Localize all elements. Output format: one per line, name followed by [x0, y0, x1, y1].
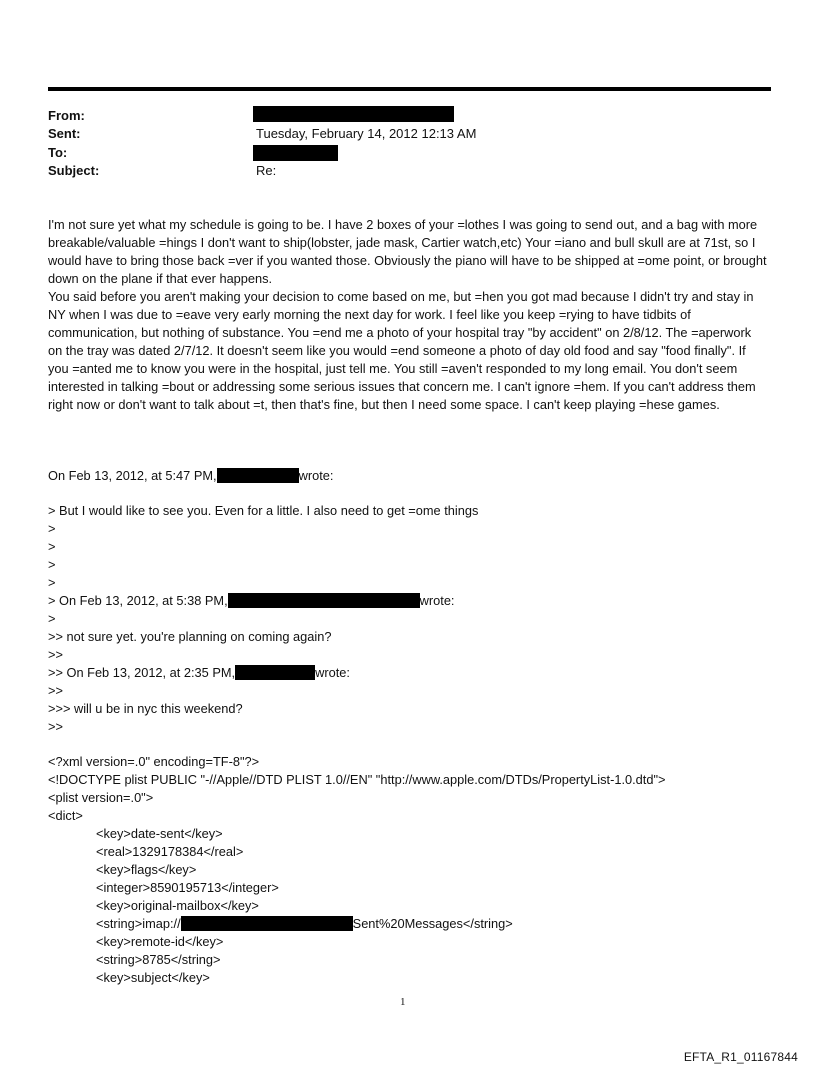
- body-paragraph-1: I'm not sure yet what my schedule is going to be. I have 2 boxes of your =lothes I was going to send out, and a bag with more breakable/valuable =hings I don't want to ship(lobster, jade mask, Cartier watch,etc) Your =iano and bull skull are at 71st, so I would have to bring those back =ver if you wanted those. Obviously the piano will have to be shipped at =ome point, or brought down on the plane if that ever happens.: [48, 217, 767, 286]
- xml-line: <key>subject</key>: [96, 970, 210, 985]
- quote-marker: >>: [48, 683, 63, 698]
- quote-marker: >: [48, 557, 56, 572]
- quote-marker: >>: [48, 719, 63, 734]
- xml-line: <!DOCTYPE plist PUBLIC "-//Apple//DTD PLIST 1.0//EN" "http://www.apple.com/DTDs/PropertyList-1.0.dtd">: [48, 772, 666, 787]
- xml-line: <string>imap:// Sent%20Messages</string>: [96, 916, 513, 931]
- xml-line: <key>date-sent</key>: [96, 826, 223, 841]
- quote-marker: >: [48, 539, 56, 554]
- header-rule: [48, 87, 771, 91]
- quote-marker: >: [48, 611, 56, 626]
- quote-3-attribution: >> On Feb 13, 2012, at 2:35 PM, wrote:: [48, 665, 350, 680]
- xml-line: <string>8785</string>: [96, 952, 221, 967]
- quote-2-attribution: > On Feb 13, 2012, at 5:38 PM, wrote:: [48, 593, 455, 608]
- to-label: To:: [48, 145, 68, 160]
- page-number: 1: [400, 996, 406, 1008]
- quote-3-redaction: [235, 665, 315, 680]
- sent-label: Sent:: [48, 126, 81, 141]
- body-paragraph-2: You said before you aren't making your decision to come based on me, but =hen you got mad because I didn't try and stay in NY when I was due to =eave very early morning the next day for work. I feel like you keep =rying to have tidbits of communication, but nothing of substance. You =end me a photo of your hospital tray "by accident" on 2/8/12. The =aperwork on the tray was dated 2/7/12. It doesn't seem like you would =end someone a photo of day old food and say "food finally". If you =anted me to know you were in the hospital, just tell me. You still =aven't responded to my long email. You don't seem interested in talking =bout or addressing some serious issues that concern me. I can't ignore =hem. If you can't address them right now or don't want to talk about =t, then that's fine, but then I need some space. I can't keep playing =hese games.: [48, 289, 756, 412]
- xml-line: <key>remote-id</key>: [96, 934, 224, 949]
- quote-3-line: >>> will u be in nyc this weekend?: [48, 701, 243, 716]
- quote-marker: >>: [48, 647, 63, 662]
- xml-line: <?xml version=.0" encoding=TF-8"?>: [48, 754, 260, 769]
- from-label: From:: [48, 108, 85, 123]
- subject-label: Subject:: [48, 163, 100, 178]
- to-redaction: [253, 145, 338, 161]
- xml-line: <integer>8590195713</integer>: [96, 880, 279, 895]
- quote-marker: >: [48, 575, 56, 590]
- mailbox-redaction: [181, 916, 353, 931]
- xml-line: <dict>: [48, 808, 83, 823]
- xml-line: <real>1329178384</real>: [96, 844, 244, 859]
- from-redaction: [253, 106, 454, 122]
- quote-2-line: >> not sure yet. you're planning on coming again?: [48, 629, 332, 644]
- subject-value: Re:: [256, 163, 277, 178]
- quote-2-redaction: [228, 593, 420, 608]
- xml-line: <plist version=.0">: [48, 790, 154, 805]
- quote-1-attribution: On Feb 13, 2012, at 5:47 PM, wrote:: [48, 468, 334, 483]
- document-id: EFTA_R1_01167844: [683, 1050, 798, 1064]
- sent-value: Tuesday, February 14, 2012 12:13 AM: [256, 126, 477, 141]
- xml-line: <key>flags</key>: [96, 862, 197, 877]
- quote-1-redaction: [217, 468, 299, 483]
- quote-marker: >: [48, 521, 56, 536]
- xml-line: <key>original-mailbox</key>: [96, 898, 259, 913]
- quote-1-line: > But I would like to see you. Even for a little. I also need to get =ome things: [48, 503, 479, 518]
